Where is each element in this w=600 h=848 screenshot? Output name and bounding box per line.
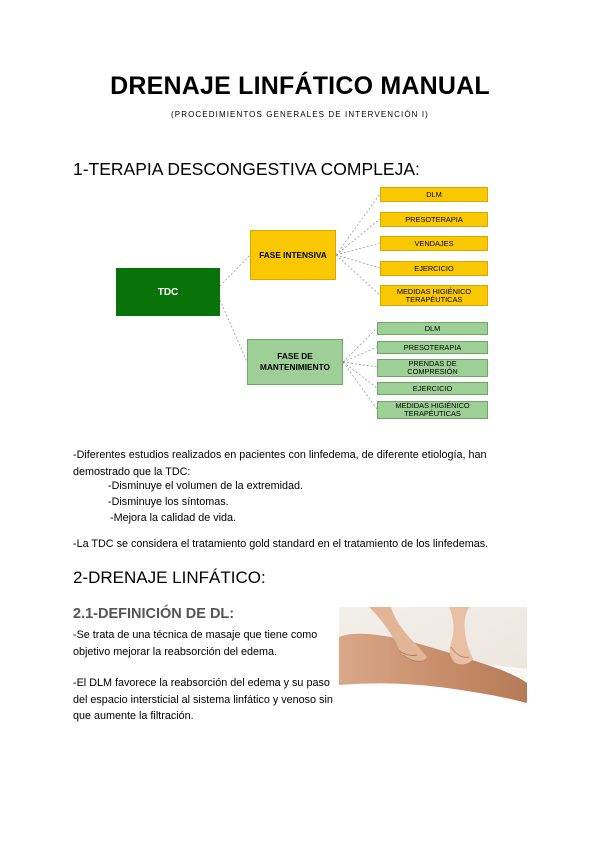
diagram-phase-mantenimiento: FASE DE MANTENIMIENTO bbox=[247, 339, 343, 385]
connector-p2-medidas bbox=[343, 362, 377, 409]
bullet-item: -Disminuye el volumen de la extremidad. bbox=[108, 480, 304, 492]
phase1-item: EJERCICIO bbox=[380, 261, 488, 276]
connector-tdc-phase2 bbox=[220, 300, 247, 362]
document-title: DRENAJE LINFÁTICO MANUAL bbox=[110, 72, 490, 100]
connector-p2-dlm bbox=[343, 328, 377, 362]
phase1-item: DLM bbox=[380, 187, 488, 202]
massage-photo bbox=[339, 607, 527, 713]
phase1-item: VENDAJES bbox=[380, 236, 488, 251]
subsection-heading: 2.1-DEFINICIÓN DE DL: bbox=[73, 606, 235, 622]
connector-p2-prendas bbox=[343, 362, 377, 367]
section-1-heading: 1-TERAPIA DESCONGESTIVA COMPLEJA: bbox=[73, 159, 420, 179]
paragraph-conclusion: -La TDC se considera el tratamiento gold standard en el tratamiento de los linfedemas. bbox=[73, 538, 489, 550]
connector-p1-vendajes bbox=[336, 243, 380, 255]
document-subtitle: (PROCEDIMIENTOS GENERALES DE INTERVENCIÓN I) bbox=[171, 110, 429, 119]
connector-p2-presoterapia bbox=[343, 347, 377, 362]
phase2-item: DLM bbox=[377, 322, 488, 335]
phase1-item: MEDIDAS HIGIÉNICO TERAPÉUTICAS bbox=[380, 285, 488, 306]
paragraph-intro: -Diferentes estudios realizados en pacientes con linfedema, de diferente etiología, han demostrado que la TDC: bbox=[73, 449, 487, 478]
phase2-item: MEDIDAS HIGIÉNICO TERAPÉUTICAS bbox=[377, 401, 488, 419]
paragraph-definition-2: -El DLM favorece la reabsorción del edema y su paso del espacio intersticial al sistema linfático y venoso sin que aumente la filtración. bbox=[73, 677, 333, 722]
phase1-item: PRESOTERAPIA bbox=[380, 212, 488, 227]
connector-p1-medidas bbox=[336, 255, 380, 295]
diagram-root-tdc: TDC bbox=[116, 268, 220, 316]
bullet-item: -Disminuye los síntomas. bbox=[108, 496, 229, 508]
phase2-item: PRESOTERAPIA bbox=[377, 341, 488, 354]
connector-tdc-phase1 bbox=[220, 255, 250, 286]
diagram-phase-intensiva: FASE INTENSIVA bbox=[250, 230, 336, 280]
paragraph-definition-1: -Se trata de una técnica de masaje que tiene como objetivo mejorar la reabsorción del edema. bbox=[73, 629, 318, 658]
bullet-item: -Mejora la calidad de vida. bbox=[110, 512, 237, 524]
phase2-item: EJERCICIO bbox=[377, 382, 488, 395]
phase2-item: PRENDAS DE COMPRESIÓN bbox=[377, 359, 488, 377]
section-2-heading: 2-DRENAJE LINFÁTICO: bbox=[73, 568, 266, 587]
